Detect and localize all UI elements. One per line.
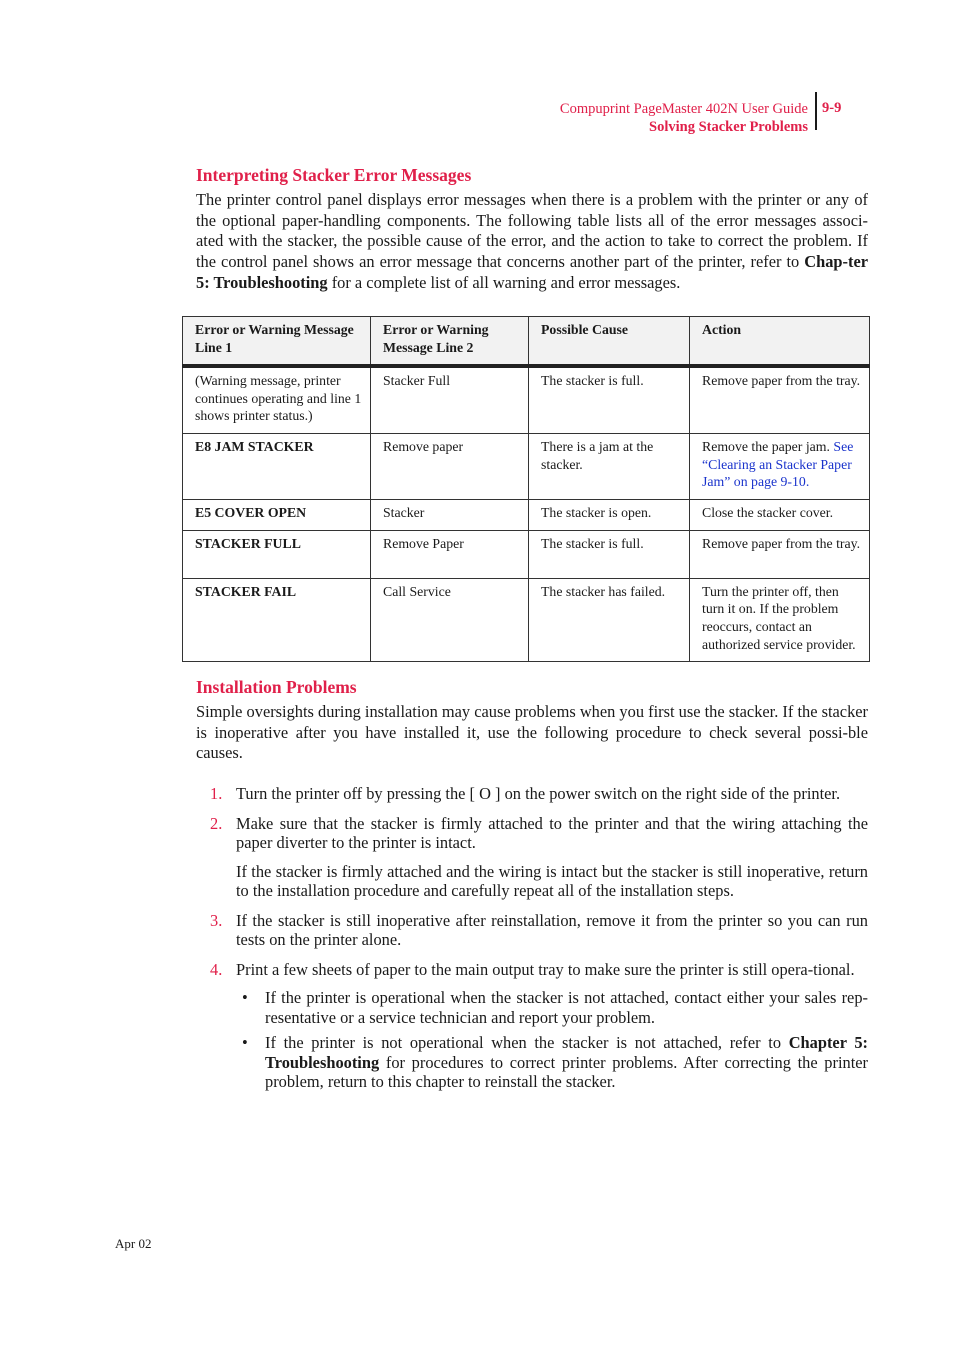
column-header: Action [690,317,870,367]
section-heading-installation: Installation Problems [196,677,357,697]
section-heading-error-messages: Interpreting Stacker Error Messages [196,165,472,185]
step-number: 4. [210,959,223,979]
list-item [236,988,868,1027]
clearing-jam-link[interactable]: See “Clearing an Stacker Paper Jam” on page 9-10. [702,438,854,490]
step-number: 3. [210,910,223,930]
list-item [196,784,868,804]
action-cell: Remove the paper jam. See “Clearing an Stacker Paper Jam” on page 9-10. [690,433,870,499]
column-header: Error or Warning Message Line 1 [183,317,371,367]
table-row [183,499,870,530]
action-cell: Close the stacker cover. [690,499,870,530]
table-row [183,578,870,661]
bullet-list [236,988,868,1092]
bullet-text: If the printer is operational when the stacker is not attached, contact either your sales rep-resentative or a service technician and report your problem. [265,988,868,1027]
message-line1-cell: STACKER FULL [183,530,371,578]
page-header [500,100,808,136]
installation-intro: Simple oversights during installation may cause problems when you first use the stacker. If the stacker is inoperative after you have installed it, use the following procedure to check several possi-ble causes. [196,702,868,763]
bullet-icon: • [242,1033,248,1052]
chapter-section-title: Solving Stacker Problems [649,119,808,135]
bullet-text: If the printer is not operational when the stacker is not attached, refer to Chapter 5: Troubleshooting for procedures to correct printer problems. After correcting the printer problem, return to this chapter to reinstall the stacker. [265,1033,868,1091]
procedure-steps [196,784,868,1092]
error-message-table [182,316,870,662]
list-item [196,814,868,901]
list-item [196,911,868,950]
footer-date: Apr 02 [115,1236,152,1251]
message-line2-cell: Stacker Full [371,366,529,433]
table-header-row [183,317,870,367]
bullet-icon: • [242,988,248,1007]
message-line1-cell: E8 JAM STACKER [183,433,371,499]
step-text: Make sure that the stacker is firmly attached to the printer and that the wiring attaching the paper diverter to the printer is intact. [236,813,868,852]
step-text: Turn the printer off by pressing the [ O ] on the power switch on the right side of the printer. [236,784,841,803]
message-line1-cell: (Warning message, printer continues operating and line 1 shows printer status.) [183,366,371,433]
list-item [196,960,868,1092]
header-divider [815,92,817,130]
step-note: If the stacker is firmly attached and the wiring is intact but the stacker is still inoperative, return to the installation procedure and carefully repeat all of the installation steps. [236,861,868,900]
column-header: Possible Cause [529,317,690,367]
message-line2-cell: Remove paper [371,433,529,499]
list-item [236,1033,868,1092]
intro-paragraph: The printer control panel displays error messages when there is a problem with the printer or any of the optional paper-handling components. The following table lists all of the error messages associ-ated with the stacker, the possible cause of the error, and the action to take to correct the problem. If the control panel shows an error message that concerns another part of the printer, refer to Chap-ter 5: Troubleshooting for a complete list of all warning and error messages. [196,190,868,292]
page-number: 9-9 [822,100,842,116]
guide-title: Compuprint PageMaster 402N User Guide [559,101,808,117]
message-line2-cell: Remove Paper [371,530,529,578]
cause-cell: The stacker is open. [529,499,690,530]
message-line2-cell: Call Service [371,578,529,661]
step-number: 2. [210,813,223,833]
chapter-reference[interactable]: Chapter 5: Troubleshooting [265,1033,868,1072]
cause-cell: There is a jam at the stacker. [529,433,690,499]
table-row [183,530,870,578]
table-row [183,366,870,433]
message-line2-cell: Stacker [371,499,529,530]
action-cell: Remove paper from the tray. [690,530,870,578]
step-number: 1. [210,784,223,803]
table-row [183,433,870,499]
chapter-reference[interactable]: Chap-ter 5: Troubleshooting [196,252,868,292]
cause-cell: The stacker is full. [529,366,690,433]
message-line1-cell: STACKER FAIL [183,578,371,661]
cause-cell: The stacker is full. [529,530,690,578]
step-text: Print a few sheets of paper to the main output tray to make sure the printer is still opera-tional. [236,959,855,979]
action-cell: Remove paper from the tray. [690,366,870,433]
message-line1-cell: E5 COVER OPEN [183,499,371,530]
action-cell: Turn the printer off, then turn it on. If the problem reoccurs, contact an authorized service provider. [690,578,870,661]
column-header: Error or Warning Message Line 2 [371,317,529,367]
cause-cell: The stacker has failed. [529,578,690,661]
step-text: If the stacker is still inoperative after reinstallation, remove it from the printer so you can run tests on the printer alone. [236,910,868,949]
